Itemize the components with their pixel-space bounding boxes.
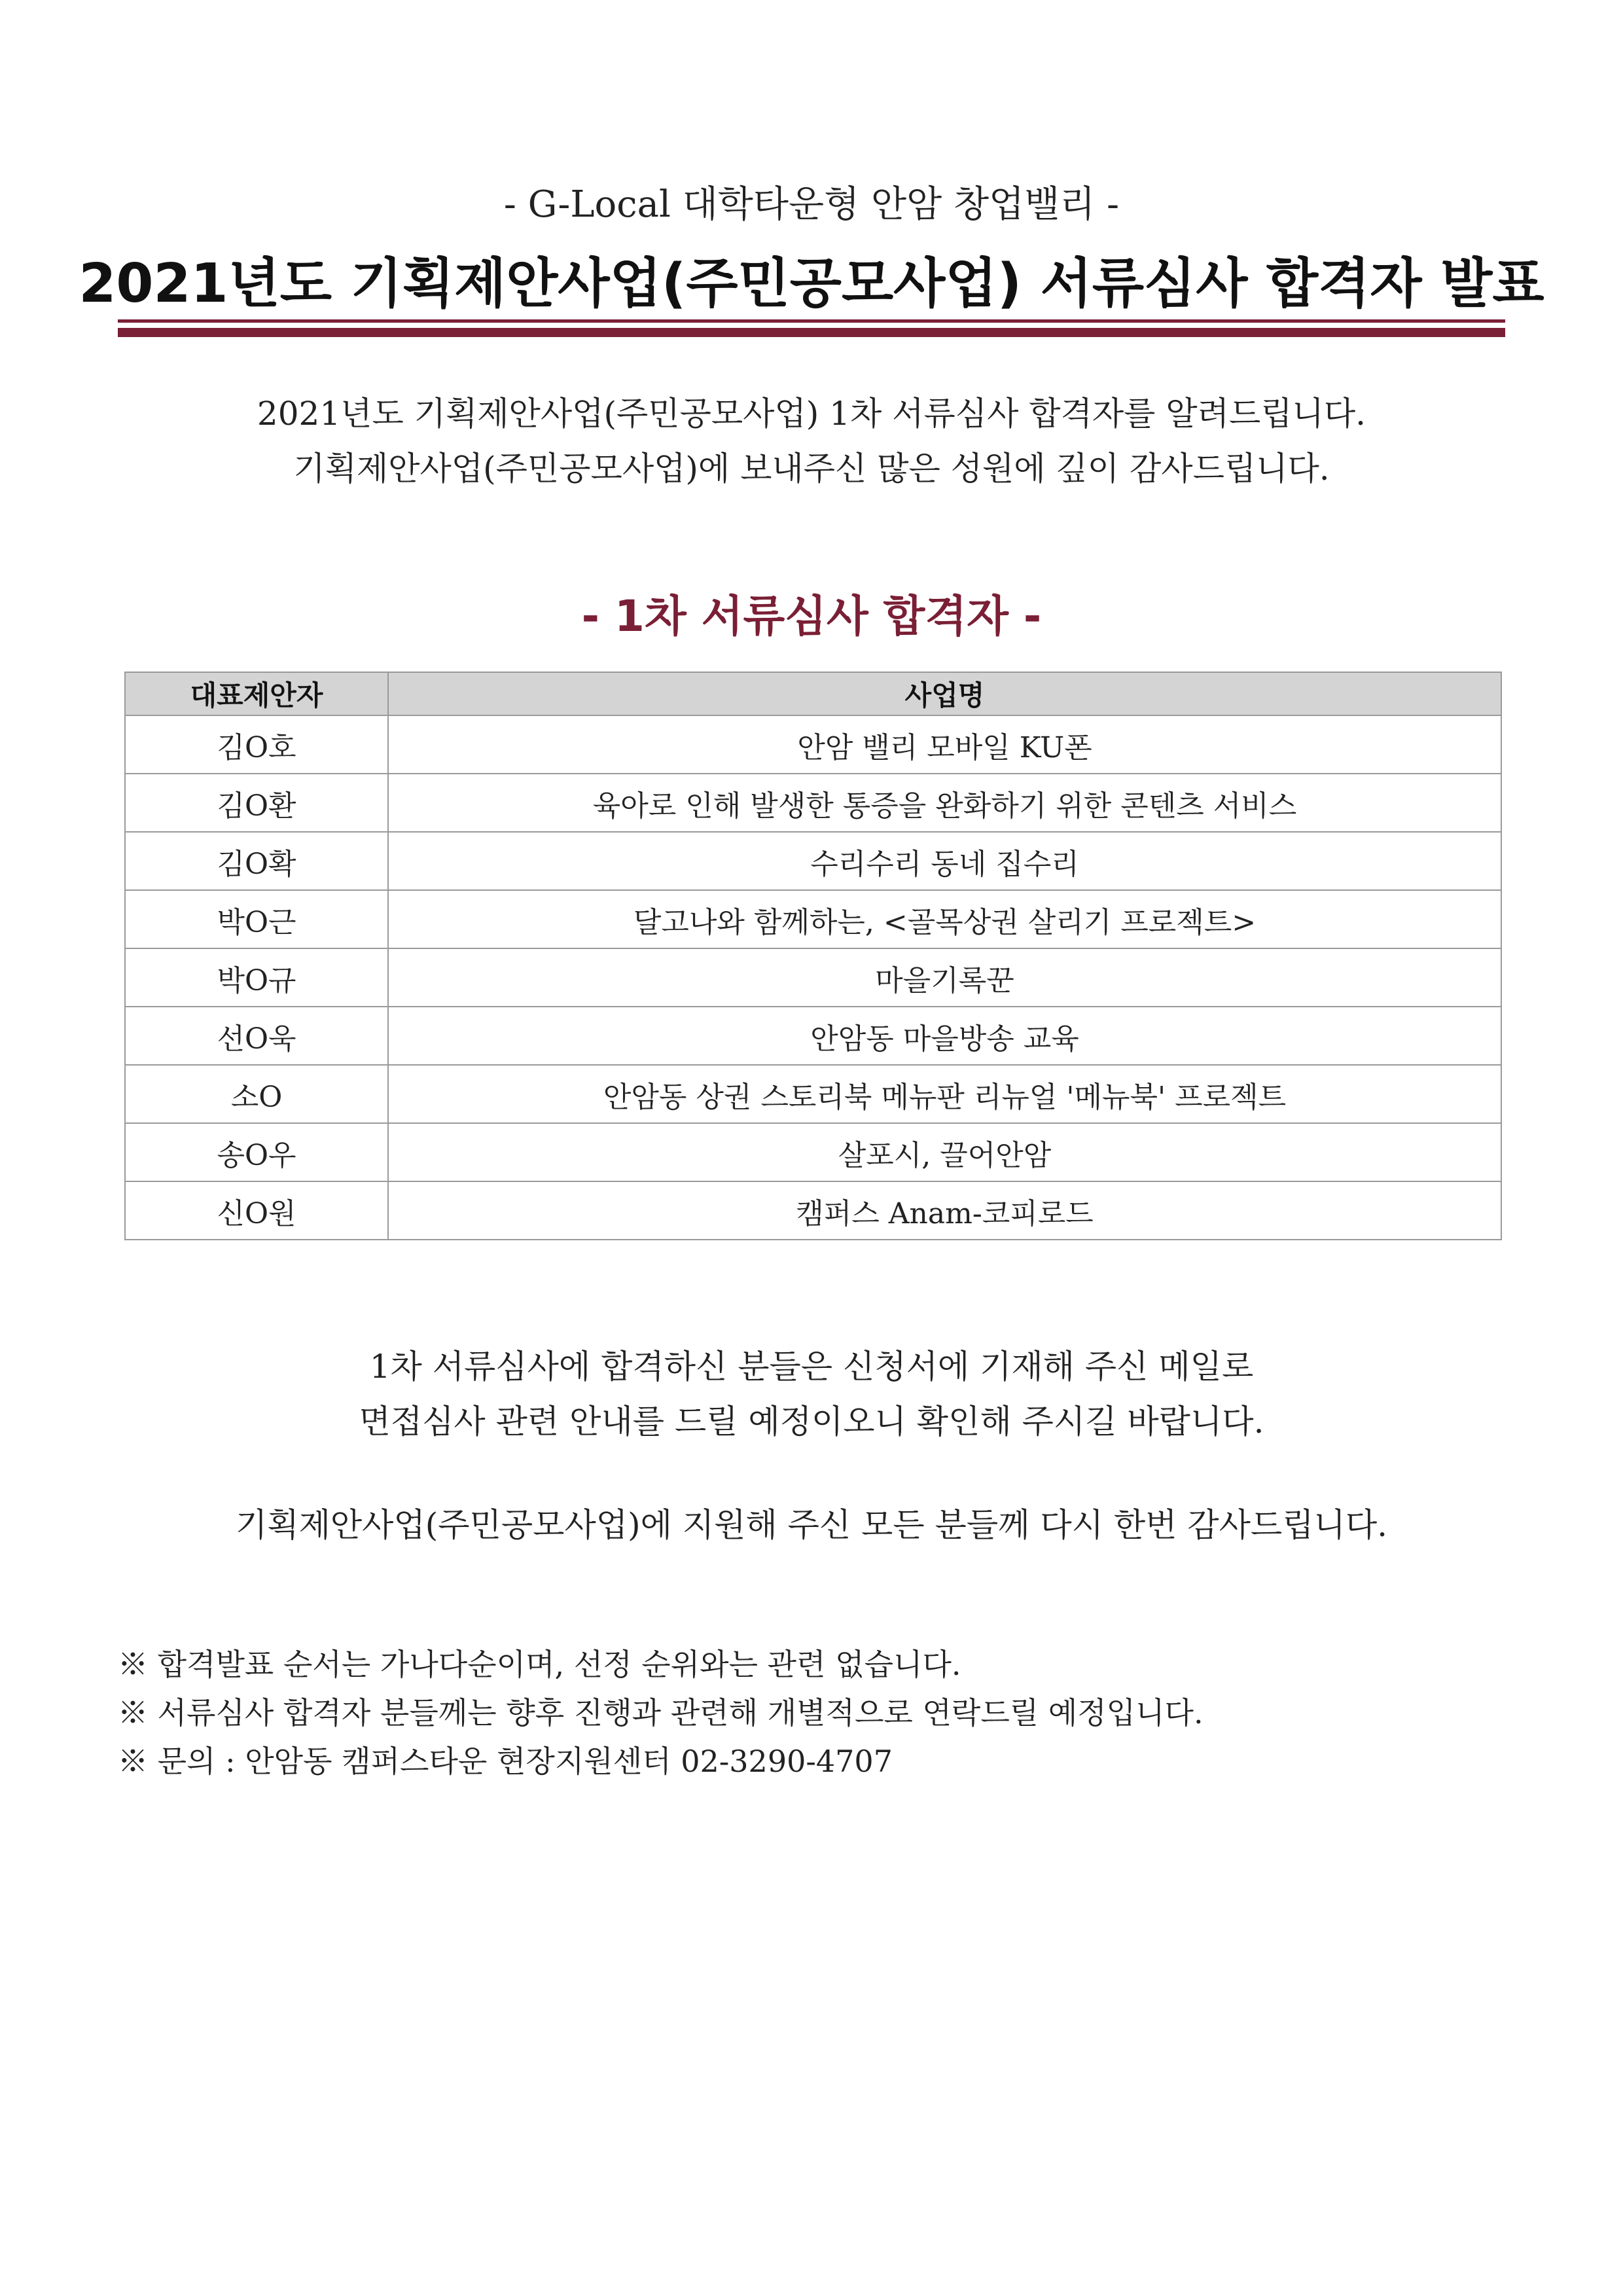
table-row [125, 1181, 1501, 1240]
document-subtitle: - G-Local 대학타운형 안암 창업밸리 - [503, 183, 1120, 226]
table-row [125, 715, 1501, 774]
project-cell: 안암동 상권 스토리북 메뉴판 리뉴얼 '메뉴북' 프로젝트 [388, 1065, 1501, 1123]
proposer-cell: 선O욱 [125, 1007, 388, 1065]
table-row [125, 774, 1501, 832]
column-header-proposer: 대표제안자 [125, 672, 388, 715]
closing-line-1: 1차 서류심사에 합격하신 분들은 신청서에 기재해 주신 메일로 [369, 1348, 1254, 1386]
intro-line-1: 2021년도 기획제안사업(주민공모사업) 1차 서류심사 합격자를 알려드립니다. [257, 395, 1366, 433]
table-header-row [125, 672, 1501, 715]
proposer-cell: 소O [125, 1065, 388, 1123]
project-cell: 육아로 인해 발생한 통증을 완화하기 위한 콘텐츠 서비스 [388, 774, 1501, 832]
thanks-line: 기획제안사업(주민공모사업)에 지원해 주신 모든 분들께 다시 한번 감사드립니다. [235, 1506, 1388, 1544]
table-row [125, 1007, 1501, 1065]
project-cell: 살포시, 끌어안암 [388, 1123, 1501, 1181]
note-order: ※ 합격발표 순서는 가나다순이며, 선정 순위와는 관련 없습니다. [118, 1647, 961, 1682]
project-cell: 안암동 마을방송 교육 [388, 1007, 1501, 1065]
note-inquiry: ※ 문의 : 안암동 캠퍼스타운 현장지원센터 02-3290-4707 [118, 1744, 893, 1779]
project-cell: 수리수리 동네 집수리 [388, 832, 1501, 890]
project-cell: 마을기록꾼 [388, 948, 1501, 1007]
winners-table [124, 672, 1502, 1240]
document-title: 2021년도 기획제안사업(주민공모사업) 서류심사 합격자 발표 [79, 253, 1544, 315]
table-row [125, 1123, 1501, 1181]
intro-paragraph [0, 386, 1623, 496]
notes-list [118, 1640, 1505, 1785]
note-contact-plan: ※ 서류심사 합격자 분들께는 향후 진행과 관련해 개별적으로 연락드릴 예정입니다. [118, 1695, 1204, 1731]
proposer-cell: 송O우 [125, 1123, 388, 1181]
project-cell: 달고나와 함께하는, <골목상권 살리기 프로젝트> [388, 890, 1501, 948]
intro-line-2: 기획제안사업(주민공모사업)에 보내주신 많은 성원에 깊이 감사드립니다. [293, 450, 1330, 488]
section-heading: - 1차 서류심사 합격자 - [581, 591, 1042, 641]
table-row [125, 948, 1501, 1007]
proposer-cell: 김O환 [125, 774, 388, 832]
proposer-cell: 신O원 [125, 1181, 388, 1240]
title-divider-thin [118, 319, 1505, 323]
project-cell: 안암 밸리 모바일 KU폰 [388, 715, 1501, 774]
proposer-cell: 김O확 [125, 832, 388, 890]
table-row [125, 890, 1501, 948]
closing-line-2: 면접심사 관련 안내를 드릴 예정이오니 확인해 주시길 바랍니다. [359, 1403, 1264, 1441]
proposer-cell: 박O규 [125, 948, 388, 1007]
column-header-project: 사업명 [388, 672, 1501, 715]
table-row [125, 1065, 1501, 1123]
closing-paragraph [0, 1339, 1623, 1449]
table-row [125, 832, 1501, 890]
title-divider-thick [118, 328, 1505, 337]
proposer-cell: 김O호 [125, 715, 388, 774]
project-cell: 캠퍼스 Anam-코피로드 [388, 1181, 1501, 1240]
proposer-cell: 박O근 [125, 890, 388, 948]
